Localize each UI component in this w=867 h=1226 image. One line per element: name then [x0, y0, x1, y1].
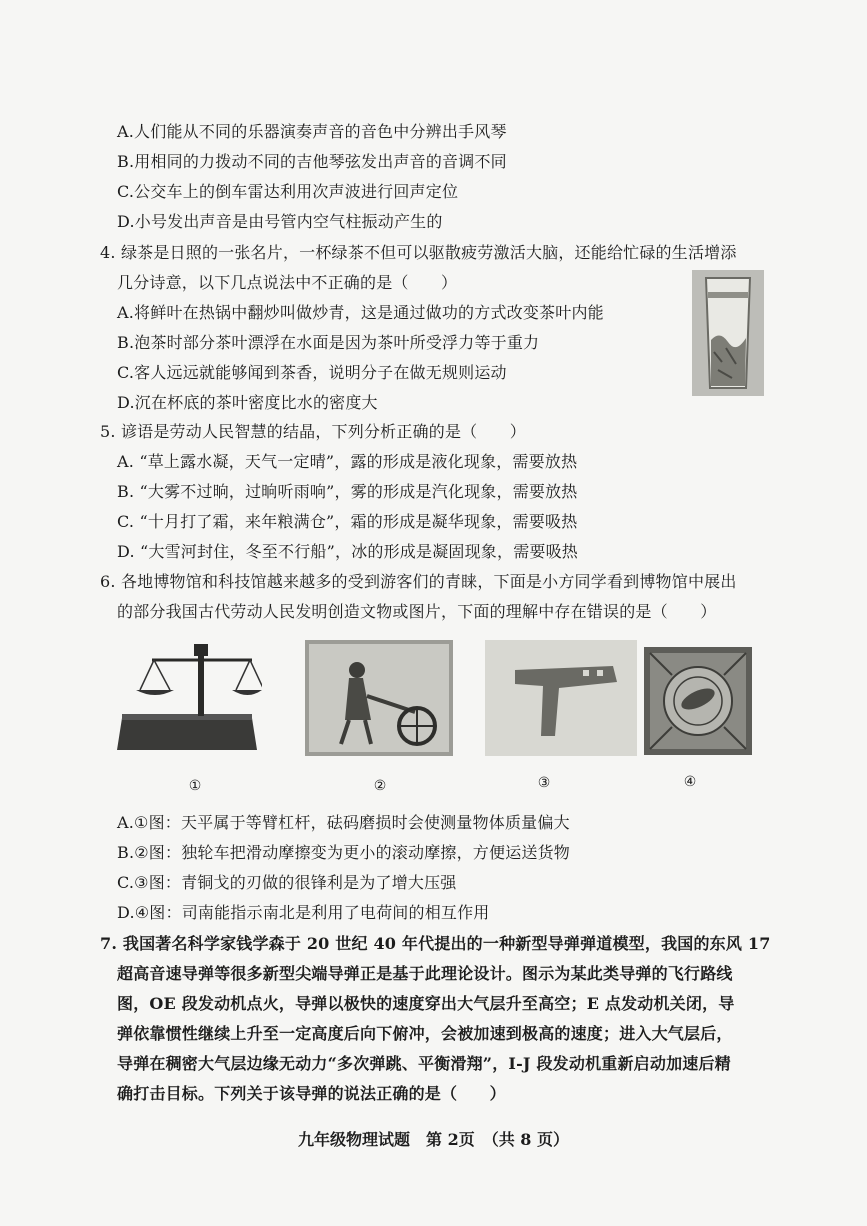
q5-option-b: B. “大雾不过晌，过晌听雨响”，雾的形成是汽化现象，需要放热 — [117, 482, 578, 501]
balance-scale-image — [112, 640, 262, 755]
q6-option-a: A.①图：天平属于等臂杠杆，砝码磨损时会使测量物体质量偏大 — [117, 813, 570, 832]
tea-glass-image — [692, 270, 764, 396]
q7-line6: 确打击目标。下列关于该导弹的说法正确的是（ ） — [117, 1084, 506, 1103]
q4-option-c: C.客人远远就能够闻到茶香，说明分子在做无规则运动 — [117, 363, 507, 382]
q7-line4: 弹依靠惯性继续上升至一定高度后向下俯冲，会被加速到极高的速度；进入大气层后， — [117, 1024, 733, 1043]
wheelbarrow-image — [305, 640, 453, 756]
figure-label-1: ① — [188, 778, 202, 794]
q6-option-c: C.③图：青铜戈的刃做的很锋利是为了增大压强 — [117, 873, 457, 892]
q4-option-b: B.泡茶时部分茶叶漂浮在水面是因为茶叶所受浮力等于重力 — [117, 333, 540, 352]
bronze-ge-image — [485, 640, 637, 756]
q7-line5: 导弹在稠密大气层边缘无动力“多次弹跳、平衡滑翔”，I-J 段发动机重新启动加速后精 — [117, 1054, 731, 1073]
q6-stem-line1: 6. 各地博物馆和科技馆越来越多的受到游客们的青睐，下面是小方同学看到博物馆中展出 — [100, 572, 737, 591]
figure-label-2: ② — [373, 778, 387, 794]
q6-option-b: B.②图：独轮车把滑动摩擦变为更小的滚动摩擦，方便运送货物 — [117, 843, 570, 862]
figure-label-4: ④ — [683, 774, 697, 790]
q7-line3: 图，OE 段发动机点火，导弹以极快的速度穿出大气层升至高空；E 点发动机关闭，导 — [117, 994, 735, 1013]
q6-stem-line2: 的部分我国古代劳动人民发明创造文物或图片，下面的理解中存在错误的是（ ） — [117, 602, 717, 621]
figure-label-3: ③ — [537, 775, 551, 791]
q5-option-c: C. “十月打了霜，来年粮满仓”，霜的形成是凝华现象，需要吸热 — [117, 512, 578, 531]
q5-option-a: A. “草上露水凝，天气一定晴”，露的形成是液化现象，需要放热 — [117, 452, 578, 471]
q5-option-d: D. “大雪河封住，冬至不行船”，冰的形成是凝固现象，需要吸热 — [117, 542, 578, 561]
sinan-compass-image — [642, 645, 754, 757]
page-footer: 九年级物理试题 第 2页 （共 8 页） — [298, 1130, 569, 1149]
q7-line1: 7. 我国著名科学家钱学森于 20 世纪 40 年代提出的一种新型导弹弹道模型，我国的东风 17 — [100, 934, 771, 953]
q5-stem: 5. 谚语是劳动人民智慧的结晶，下列分析正确的是（ ） — [100, 422, 526, 441]
q4-option-d: D.沉在杯底的茶叶密度比水的密度大 — [117, 393, 378, 412]
q3-option-a: A.人们能从不同的乐器演奏声音的音色中分辨出手风琴 — [117, 122, 507, 141]
q4-stem-line2: 几分诗意，以下几点说法中不正确的是（ ） — [117, 273, 458, 292]
q3-option-c: C.公交车上的倒车雷达利用次声波进行回声定位 — [117, 182, 459, 201]
q6-option-d: D.④图：司南能指示南北是利用了电荷间的相互作用 — [117, 903, 490, 922]
q4-option-a: A.将鲜叶在热锅中翻炒叫做炒青，这是通过做功的方式改变茶叶内能 — [117, 303, 604, 322]
q4-stem-line1: 4. 绿茶是日照的一张名片，一杯绿茶不但可以驱散疲劳激活大脑，还能给忙碌的生活增添 — [100, 243, 737, 262]
q3-option-b: B.用相同的力拨动不同的吉他琴弦发出声音的音调不同 — [117, 152, 507, 171]
q3-option-d: D.小号发出声音是由号管内空气柱振动产生的 — [117, 212, 443, 231]
q7-line2: 超高音速导弹等很多新型尖端导弹正是基于此理论设计。图示为某此类导弹的飞行路线 — [117, 964, 733, 983]
